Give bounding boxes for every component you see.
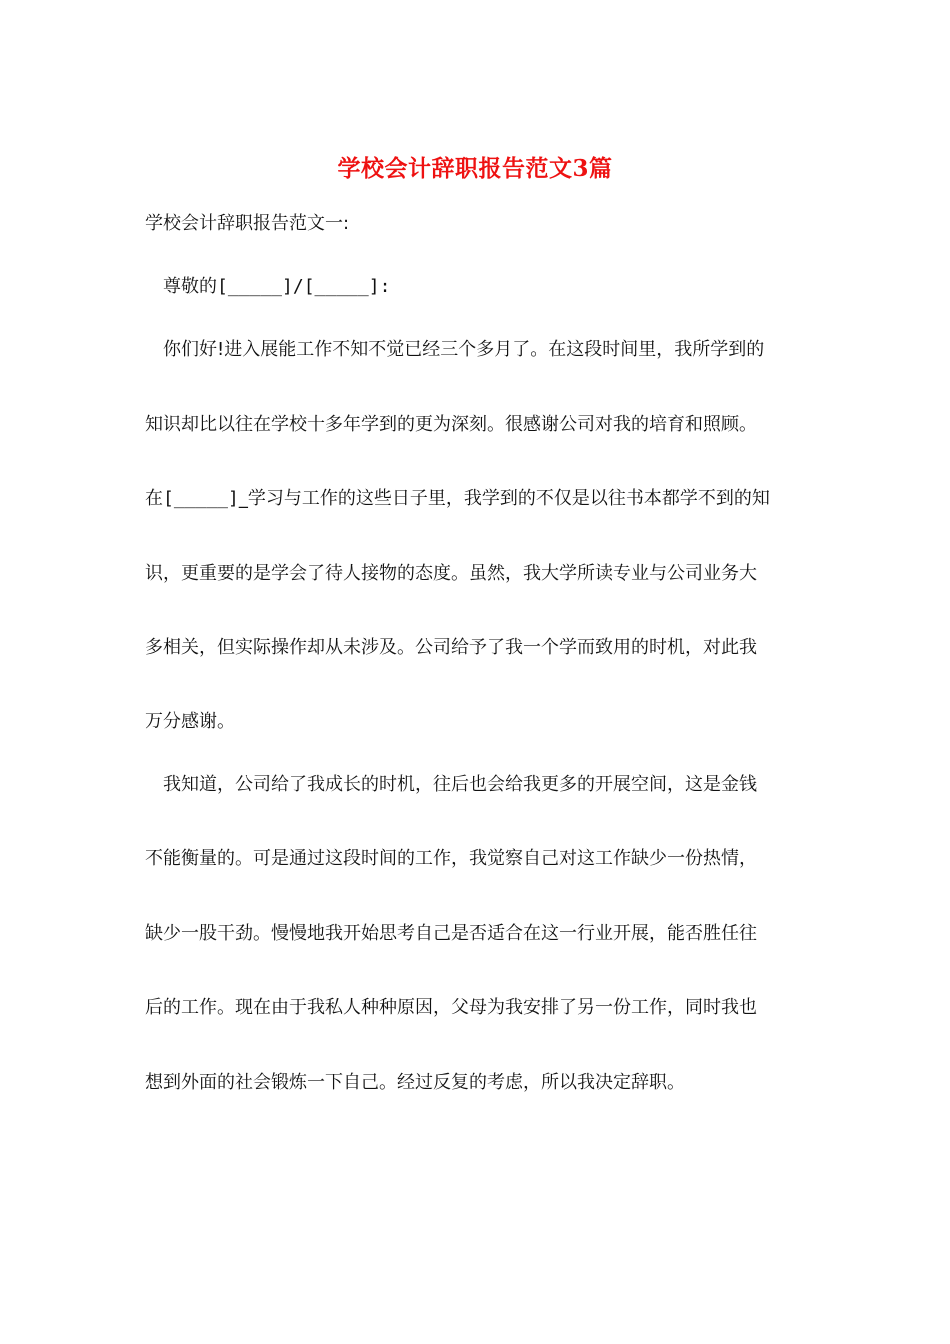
- paragraph-line: 我知道，公司给了我成长的时机，往后也会给我更多的开展空间，这是金钱: [163, 774, 757, 795]
- recipient-placeholder-1: [_____]: [217, 276, 293, 297]
- line-prefix: 在: [145, 488, 163, 509]
- company-placeholder: [_____]: [163, 488, 239, 509]
- paragraph-line: 后的工作。现在由于我私人种种原因，父母为我安排了另一份工作，同时我也: [145, 997, 757, 1018]
- line-text: _学习与工作的这些日子里，我学到的不仅是以往书本都学不到的知: [238, 488, 770, 509]
- document-title: 学校会计辞职报告范文3篇: [337, 155, 613, 182]
- paragraph-line: 你们好!进入展能工作不知不觉已经三个多月了。在这段时间里，我所学到的: [163, 339, 765, 360]
- recipient-placeholder-2: [_____]: [303, 276, 380, 297]
- paragraph-line: 识，更重要的是学会了待人接物的态度。虽然，我大学所读专业与公司业务大: [145, 563, 757, 584]
- salutation-line: [163, 275, 390, 299]
- section-heading: 学校会计辞职报告范文一:: [145, 213, 350, 234]
- paragraph-line: 知识却比以往在学校十多年学到的更为深刻。很感谢公司对我的培育和照顾。: [145, 414, 757, 435]
- paragraph-line: 万分感谢。: [145, 711, 235, 732]
- paragraph-line: 多相关，但实际操作却从未涉及。公司给予了我一个学而致用的时机，对此我: [145, 637, 757, 658]
- salutation-prefix: 尊敬的: [163, 276, 217, 297]
- paragraph-line: 不能衡量的。可是通过这段时间的工作，我觉察自己对这工作缺少一份热情，: [145, 848, 757, 869]
- salutation-colon: :: [379, 276, 391, 297]
- recipient-separator: /: [292, 276, 304, 297]
- paragraph-line: 想到外面的社会锻炼一下自己。经过反复的考虑，所以我决定辞职。: [145, 1072, 685, 1093]
- paragraph-line: 缺少一股干劲。慢慢地我开始思考自己是否适合在这一行业开展，能否胜任往: [145, 923, 757, 944]
- paragraph-line: [145, 487, 770, 511]
